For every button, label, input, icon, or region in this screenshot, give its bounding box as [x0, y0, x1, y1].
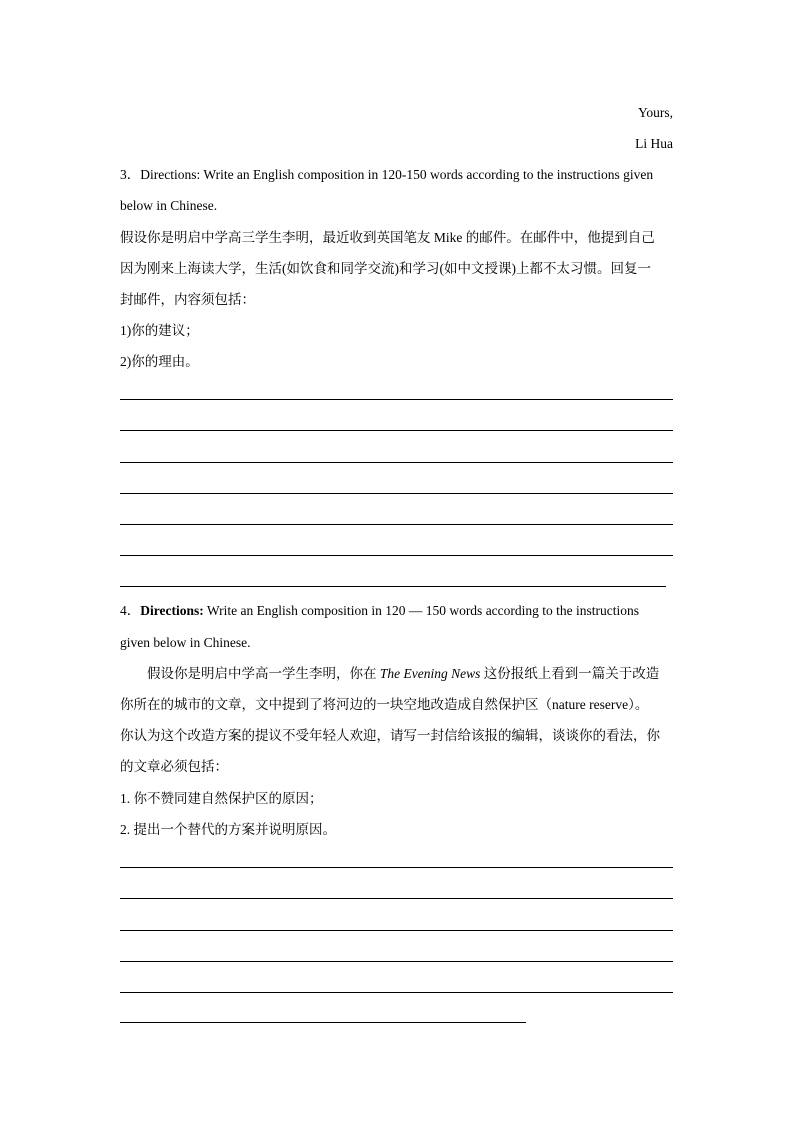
q4-chinese-line1-start: 假设你是明启中学高一学生李明，你在	[147, 666, 380, 681]
q4-answer-line	[120, 992, 673, 993]
q3-answer-line	[120, 524, 673, 525]
q4-chinese-line1	[147, 665, 659, 683]
q3-answer-line	[120, 462, 673, 463]
q4-answer-line	[120, 961, 673, 962]
closing-name: Li Hua	[635, 136, 673, 151]
q4-chinese-line4: 的文章必须包括：	[120, 759, 228, 774]
q4-directions-line1	[120, 602, 639, 620]
q4-requirement-1: 1. 你不赞同建自然保护区的原因；	[120, 791, 323, 806]
q3-chinese-line1: 假设你是明启中学高三学生李明，最近收到英国笔友 Mike 的邮件。在邮件中，他提到自己	[120, 230, 655, 245]
closing-salutation: Yours,	[637, 105, 673, 120]
q4-requirement-2: 2. 提出一个替代的方案并说明原因。	[120, 822, 336, 837]
q3-answer-line	[120, 555, 673, 556]
q3-number: 3．	[120, 167, 141, 182]
q3-answer-line	[120, 493, 673, 494]
q3-requirement-1: 1)你的建议；	[120, 323, 199, 338]
q3-answer-line	[120, 586, 666, 587]
q4-answer-line	[120, 867, 673, 868]
q4-chinese-line2: 你所在的城市的文章，文中提到了将河边的一块空地改造成自然保护区（nature reserve）。	[120, 697, 649, 712]
q3-requirement-2: 2)你的理由。	[120, 354, 199, 369]
q3-directions-line2: below in Chinese.	[120, 198, 218, 213]
q4-chinese-line1-end: 这份报纸上看到一篇关于改造	[480, 666, 660, 681]
q4-chinese-line3: 你认为这个改造方案的提议不受年轻人欢迎，请写一封信给该报的编辑，谈谈你的看法，你	[120, 728, 660, 743]
q3-chinese-line2: 因为刚来上海读大学，生活(如饮食和同学交流)和学习(如中文授课)上都不太习惯。回复一	[120, 261, 651, 276]
q3-directions-line1	[120, 166, 653, 184]
newspaper-title: The Evening News	[379, 666, 481, 681]
q3-directions-text: Directions: Write an English composition in 120-150 words according to the instructions given	[140, 167, 654, 182]
q3-chinese-line3: 封邮件，内容须包括：	[120, 292, 255, 307]
q3-answer-line	[120, 399, 673, 400]
q4-answer-line	[120, 930, 673, 931]
q4-directions-line2: given below in Chinese.	[120, 635, 251, 650]
q4-directions-label: Directions:	[140, 603, 204, 618]
q4-number: 4．	[120, 603, 141, 618]
q4-answer-line	[120, 898, 673, 899]
q4-answer-line	[120, 1022, 526, 1023]
q3-answer-line	[120, 430, 673, 431]
q4-directions-text: Write an English composition in 120 — 150 words according to the instructions	[203, 603, 640, 618]
